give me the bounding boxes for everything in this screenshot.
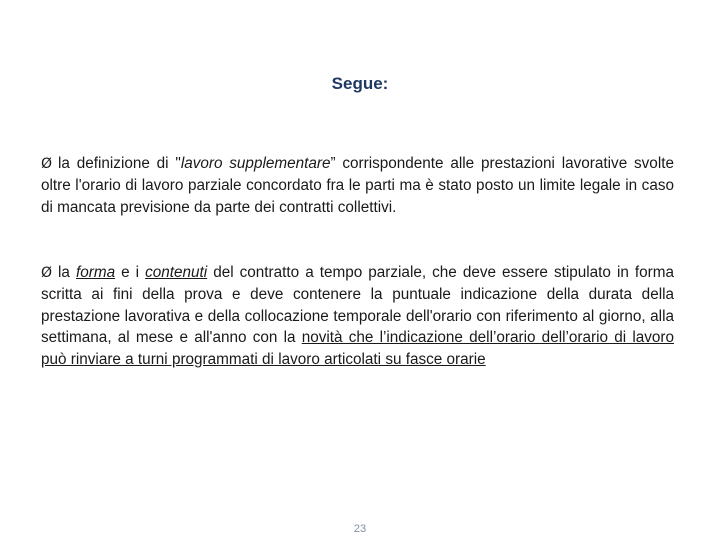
bullet-text-mid: e i	[115, 264, 146, 281]
bullet-lavoro-supplementare	[41, 153, 674, 218]
bullet-text-rest: del contratto a tempo parziale, che deve essere stipulato in forma scritta ai fini della prova e deve contenere la puntuale indicazione della durata della prestazione lavorativa e della collocazione temporale dell'orario con riferimento al giorno, alla settimana, al mese e all'anno con la	[41, 264, 674, 347]
bullet-text-lead: la definizione di "	[58, 155, 181, 172]
bullet-text-rest: ” corrispondente alle prestazioni lavorative svolte oltre l'orario di lavoro parziale concordato fra le parti ma è stato posto un limite legale in caso di mancata previsione da parte dei contratti collettivi.	[41, 155, 674, 216]
bullet-term-forma: forma	[75, 264, 116, 281]
bullet-text-lead: la	[58, 264, 76, 281]
slide-title: Segue:	[331, 74, 389, 93]
page-number: 23	[353, 523, 367, 535]
arrow-bullet-icon: Ø	[41, 265, 53, 281]
arrow-bullet-icon: Ø	[41, 156, 53, 172]
bullet-forma-contenuti	[41, 262, 674, 370]
bullet-underlined-text: novità che l’indicazione dell’orario dell’orario di lavoro può rinviare a turni programmati di lavoro articolati su fasce orarie	[41, 329, 674, 368]
bullet-term-contenuti: contenuti	[145, 264, 208, 281]
bullet-term: lavoro supplementare	[180, 155, 331, 172]
